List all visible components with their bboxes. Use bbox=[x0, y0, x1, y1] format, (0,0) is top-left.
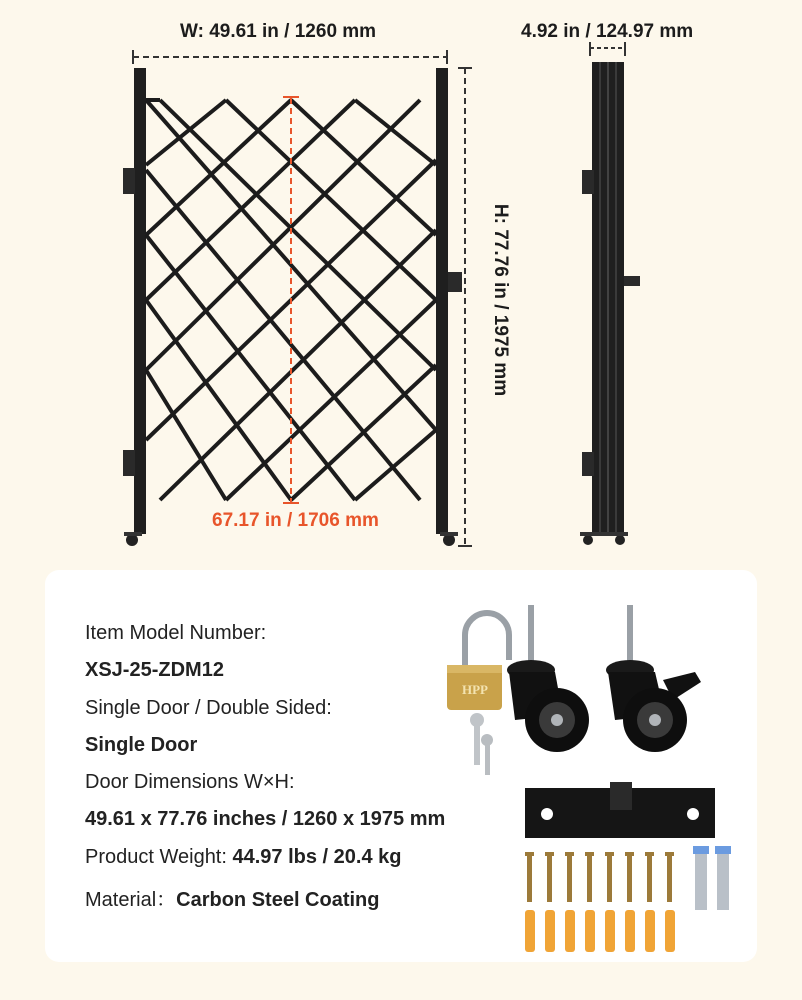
depth-dimension-label: 4.92 in / 124.97 mm bbox=[521, 21, 694, 42]
door-type-value: Single Door bbox=[85, 734, 198, 756]
caster-wheel-icon bbox=[507, 605, 589, 752]
product-weight-label: Product Weight: bbox=[85, 846, 233, 868]
screws-icon bbox=[525, 852, 674, 902]
padlock-icon bbox=[447, 613, 509, 775]
spec-card bbox=[45, 570, 757, 962]
padlock-brand-text: HPP bbox=[462, 682, 488, 697]
mounting-plate-icon bbox=[525, 782, 715, 838]
material-label: Material： bbox=[85, 889, 177, 911]
door-type-label: Single Door / Double Sided: bbox=[85, 697, 332, 719]
model-number-label: Item Model Number: bbox=[85, 622, 267, 644]
height-dimension-label: H: 77.76 in / 1975 mm bbox=[490, 203, 511, 397]
inner-height-label: 67.17 in / 1706 mm bbox=[212, 510, 379, 531]
width-dimension-label: W: 49.61 in / 1260 mm bbox=[180, 21, 377, 42]
gate-left-post bbox=[123, 68, 146, 546]
caster-wheel-brake-icon bbox=[606, 605, 701, 752]
gate-right-post bbox=[436, 68, 462, 546]
material-value: Carbon Steel Coating bbox=[176, 889, 380, 911]
expansion-bolts-icon bbox=[693, 846, 731, 910]
door-dimensions-value: 49.61 x 77.76 inches / 1260 x 1975 mm bbox=[85, 808, 446, 830]
wall-anchors-icon bbox=[525, 910, 675, 952]
material-row bbox=[85, 883, 380, 912]
product-weight-row bbox=[85, 846, 401, 869]
model-number-value: XSJ-25-ZDM12 bbox=[85, 659, 224, 681]
accessories-illustration bbox=[405, 590, 755, 960]
product-weight-value: 44.97 lbs / 20.4 kg bbox=[232, 846, 402, 868]
door-dimensions-label: Door Dimensions W×H: bbox=[85, 771, 295, 793]
gate-side-view bbox=[580, 42, 640, 545]
